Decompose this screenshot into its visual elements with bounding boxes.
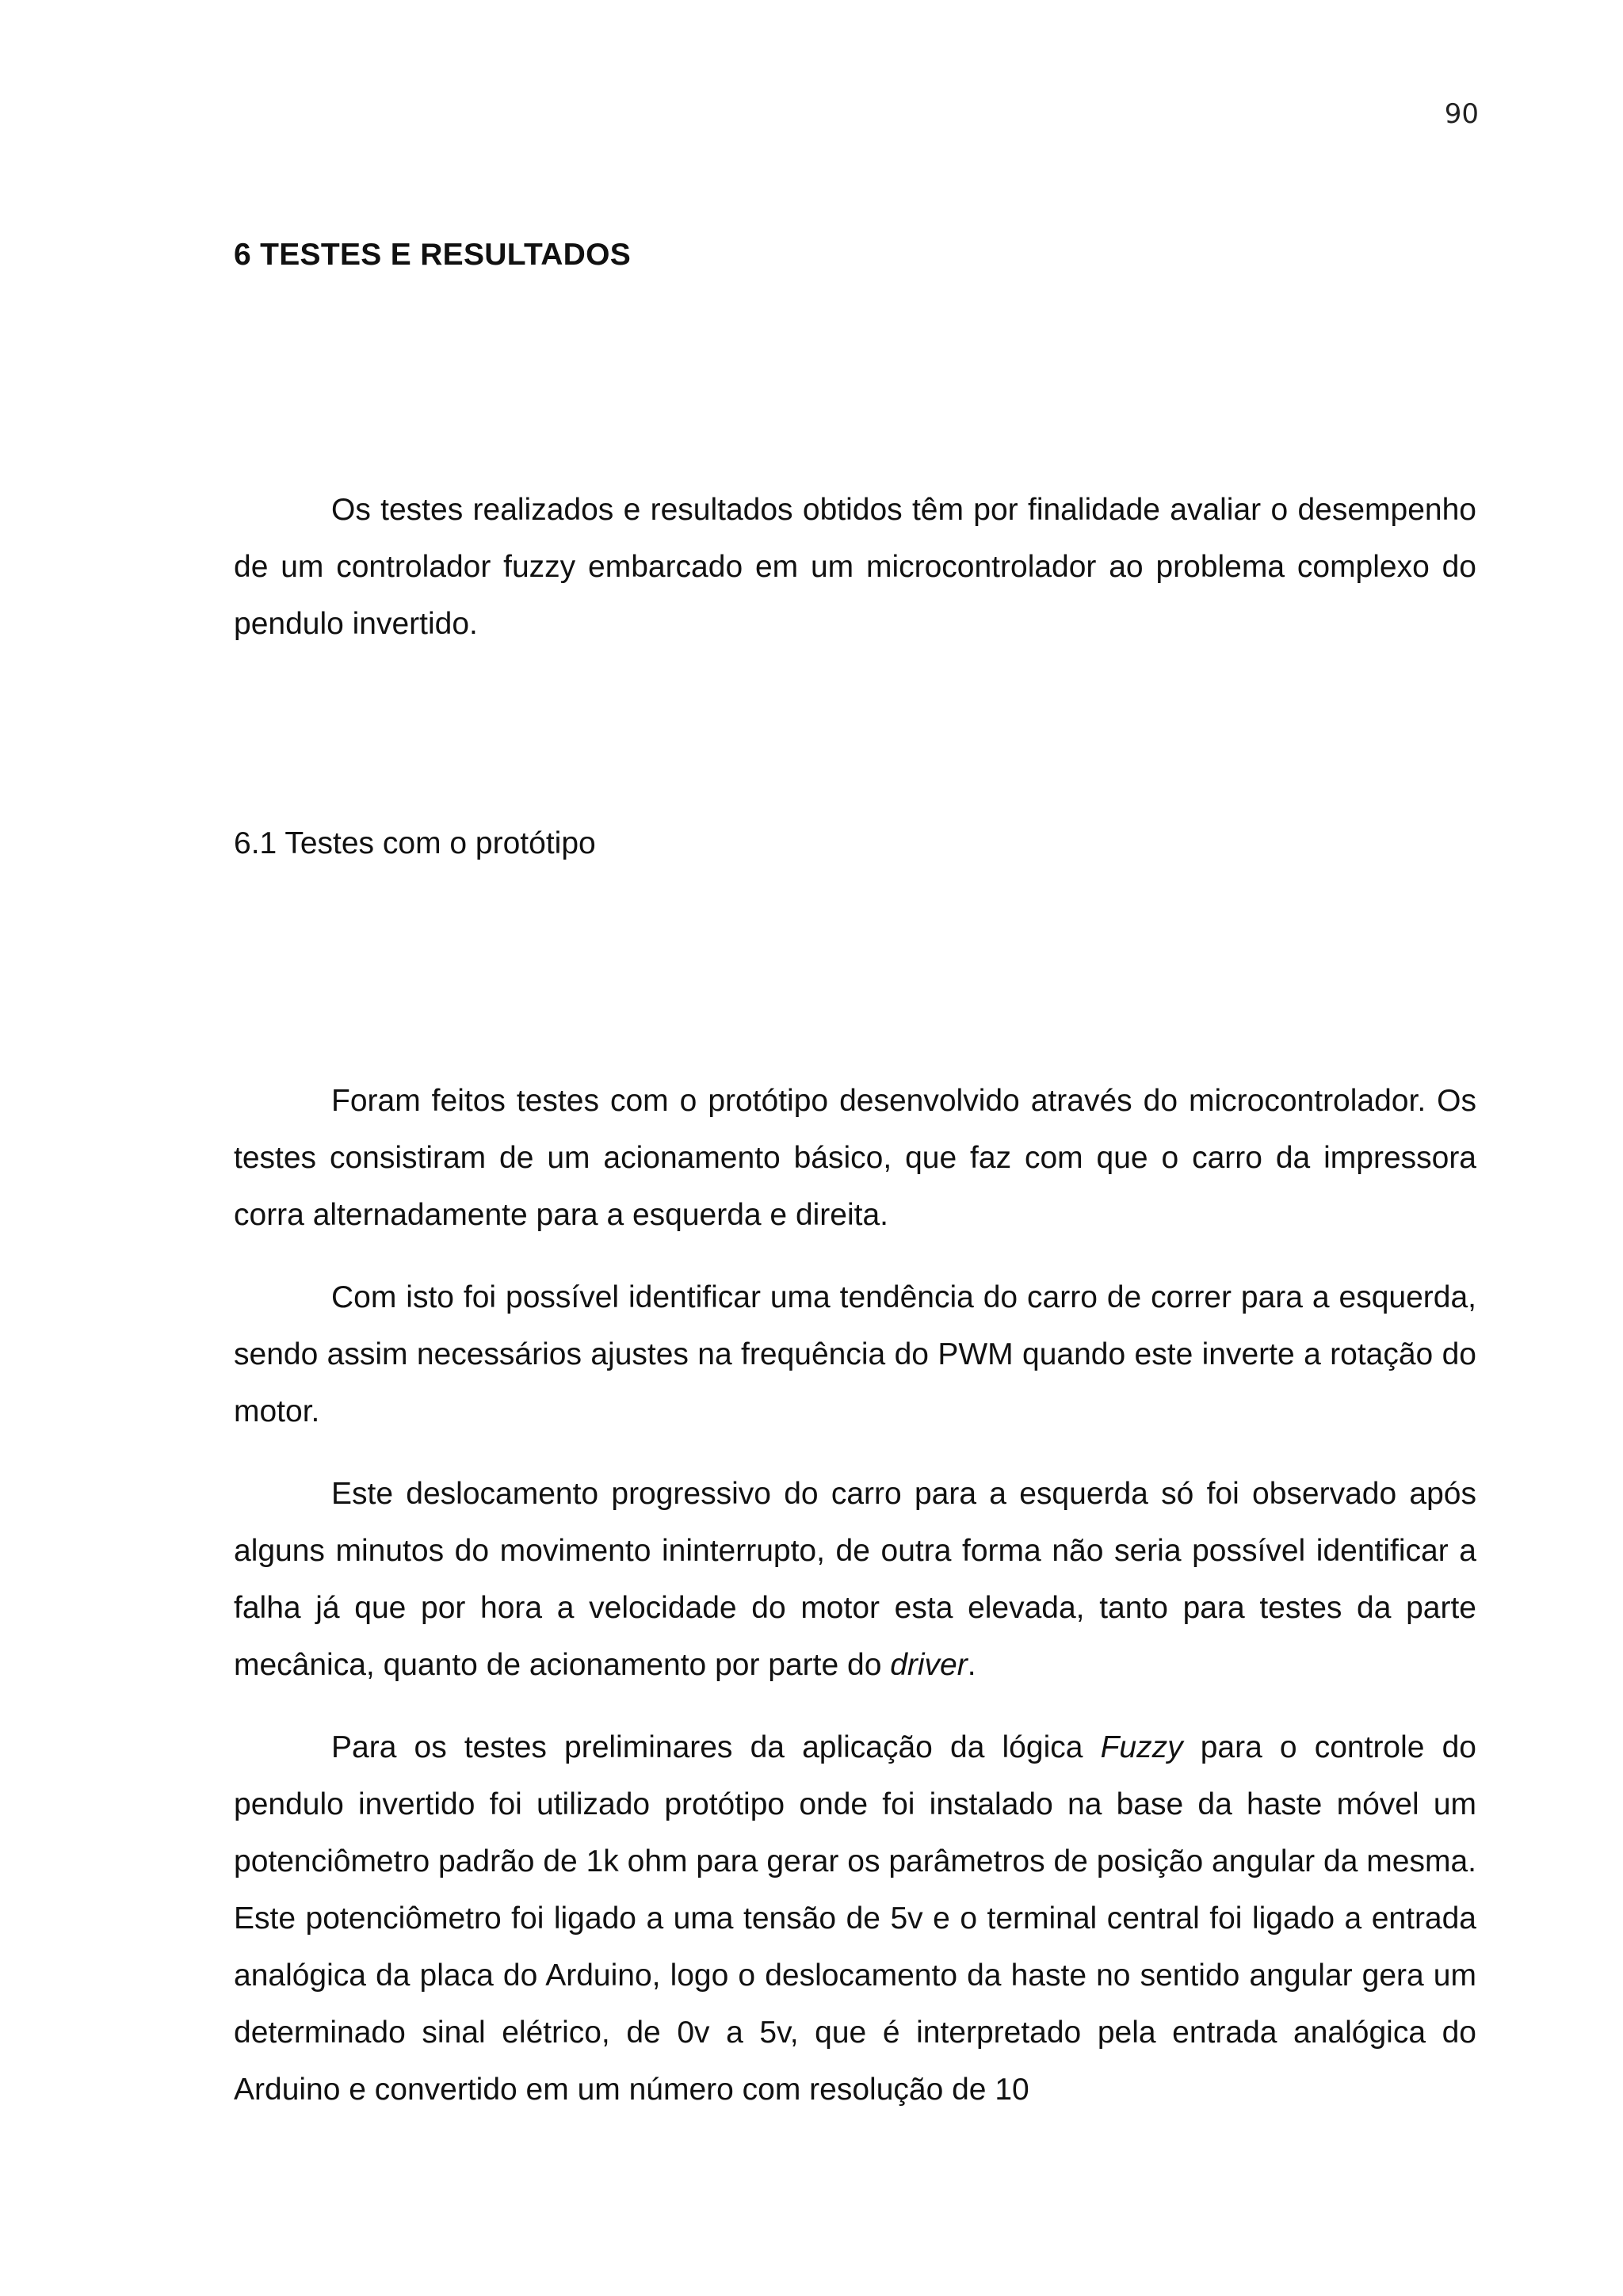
intro-paragraph: Os testes realizados e resultados obtidos têm por finalidade avaliar o desempenho de um controlador fuzzy embarcado em um microcontrolador ao problema complexo do pendulo invertido. bbox=[234, 493, 1476, 641]
page-number: 90 bbox=[1444, 98, 1479, 130]
section-title: 6.1 Testes com o protótipo bbox=[234, 826, 596, 860]
paragraph-text: Este deslocamento progressivo do carro para a esquerda só foi observado após alguns minutos do movimento ininterrupto, de outra forma não seria possível identificar a falha já que por hora a velocidade do motor esta elevada, tanto para testes da parte mecânica, quanto de acionamento por parte do bbox=[234, 1477, 1476, 1682]
italic-term-driver: driver bbox=[890, 1648, 968, 1682]
paragraph-text-start: Para os testes preliminares da aplicação da lógica bbox=[331, 1730, 1101, 1764]
paragraph-progressive-displacement bbox=[234, 1466, 1476, 1694]
paragraph-text-rest: para o controle do pendulo invertido foi utilizado protótipo onde foi instalado na base da haste móvel um potenciômetro padrão de 1k ohm para gerar os parâmetros de posição angular da mesma. Este potenciômetro foi ligado a uma tensão de 5v e o terminal central foi ligado a entrada analógica da placa do Arduino, logo o deslocamento da haste no sentido angular gera um determinado sinal elétrico, de 0v a 5v, que é interpretado pela entrada analógica do Arduino e convertido em um número com resolução de 10 bbox=[234, 1730, 1476, 2107]
paragraph-prototype-tests: Foram feitos testes com o protótipo desenvolvido através do microcontrolador. Os testes consistiram de um acionamento básico, que faz com que o carro da impressora corra alternadamente para a esquerda e direita. bbox=[234, 1084, 1476, 1232]
chapter-title: 6 TESTES E RESULTADOS bbox=[234, 238, 632, 272]
paragraph-fuzzy-preliminary-tests bbox=[234, 1719, 1476, 2119]
italic-term-fuzzy: Fuzzy bbox=[1100, 1730, 1183, 1764]
paragraph-left-tendency: Com isto foi possível identificar uma tendência do carro de correr para a esquerda, sendo assim necessários ajustes na frequência do PWM quando este inverte a rotação do motor. bbox=[234, 1280, 1476, 1428]
paragraph-end: . bbox=[967, 1648, 976, 1682]
